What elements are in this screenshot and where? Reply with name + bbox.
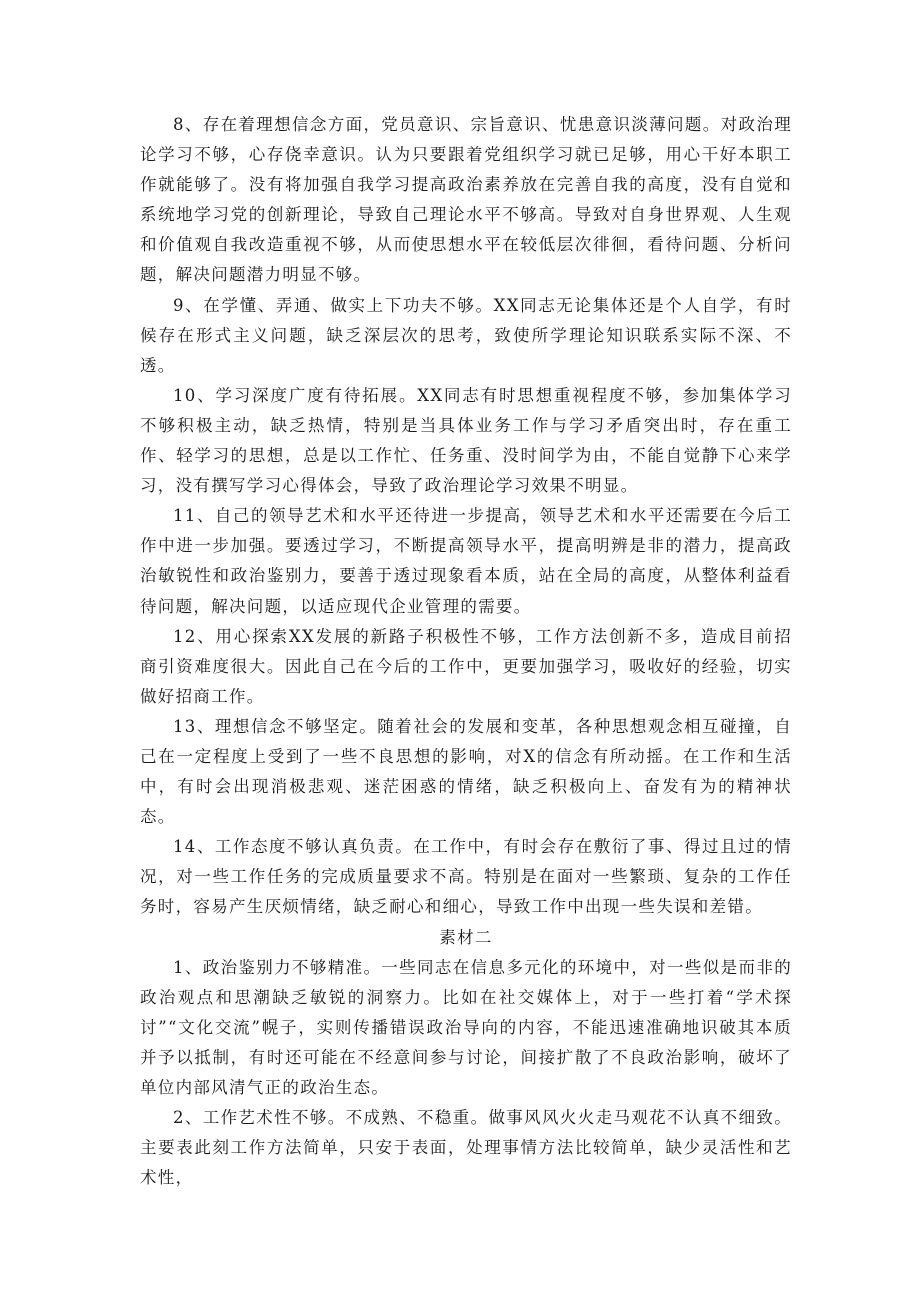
paragraph-9: 9、在学懂、弄通、做实上下功夫不够。XX同志无论集体还是个人自学，有时候存在形式主义问题，缺乏深层次的思考，致使所学理论知识联系实际不深、不透。 [140, 295, 792, 375]
document-page [140, 110, 792, 1193]
paragraph-10: 10、学习深度广度有待拓展。XX同志有时思想重视程度不够，参加集体学习不够积极主动，缺乏热情，特别是当具体业务工作与学习矛盾突出时，存在重工作、轻学习的思想，总是以工作忙、任务重、没时间学为由，不能自觉静下心来学习，没有撰写学习心得体会，导致了政治理论学习效果不明显。 [140, 385, 792, 496]
section-paragraph-1: 1、政治鉴别力不够精准。一些同志在信息多元化的环境中，对一些似是而非的政治观点和思潮缺乏敏锐的洞察力。比如在社交媒体上，对于一些打着“学术探讨”“文化交流”幌子，实则传播错误政治导向的内容，不能迅速准确地识破其本质并予以抵制，有时还可能在不经意间参与讨论，间接扩散了不良政治影响，破坏了单位内部风清气正的政治生态。 [140, 957, 792, 1097]
paragraph-11: 11、自己的领导艺术和水平还待进一步提高，领导艺术和水平还需要在今后工作中进一步加强。要透过学习，不断提高领导水平，提高明辨是非的潜力，提高政治敏锐性和政治鉴别力，要善于透过现象看本质，站在全局的高度，从整体利益看待问题，解决问题，以适应现代企业管理的需要。 [140, 506, 792, 616]
paragraph-12: 12、用心探索XX发展的新路子积极性不够，工作方法创新不多，造成目前招商引资难度很大。因此自己在今后的工作中，更要加强学习，吸收好的经验，切实做好招商工作。 [140, 626, 792, 706]
paragraph-14: 14、工作态度不够认真负责。在工作中，有时会存在敷衍了事、得过且过的情况，对一些工作任务的完成质量要求不高。特别是在面对一些繁琐、复杂的工作任务时，容易产生厌烦情绪，缺乏耐心和细心，导致工作中出现一些失误和差错。 [140, 837, 792, 917]
section-paragraph-2: 2、工作艺术性不够。不成熟、不稳重。做事风风火火走马观花不认真不细致。主要表此刻工作方法简单，只安于表面，处理事情方法比较简单，缺少灵活性和艺术性， [140, 1108, 792, 1188]
paragraph-8: 8、存在着理想信念方面，党员意识、宗旨意识、忧患意识淡薄问题。对政治理论学习不够，心存侥幸意识。认为只要跟着党组织学习就已足够，用心干好本职工作就能够了。没有将加强自我学习提高政治素养放在完善自我的高度，没有自觉和系统地学习党的创新理论，导致自己理论水平不够高。导致对自身世界观、人生观和价值观自我改造重视不够，从而使思想水平在较低层次徘徊，看待问题、分析问题，解决问题潜力明显不够。 [140, 115, 792, 285]
section-title: 素材二 [439, 927, 493, 947]
paragraph-13: 13、理想信念不够坚定。随着社会的发展和变革，各种思想观念相互碰撞，自己在一定程度上受到了一些不良思想的影响，对X的信念有所动摇。在工作和生活中，有时会出现消极悲观、迷茫困惑的情绪，缺乏积极向上、奋发有为的精神状态。 [140, 716, 792, 827]
